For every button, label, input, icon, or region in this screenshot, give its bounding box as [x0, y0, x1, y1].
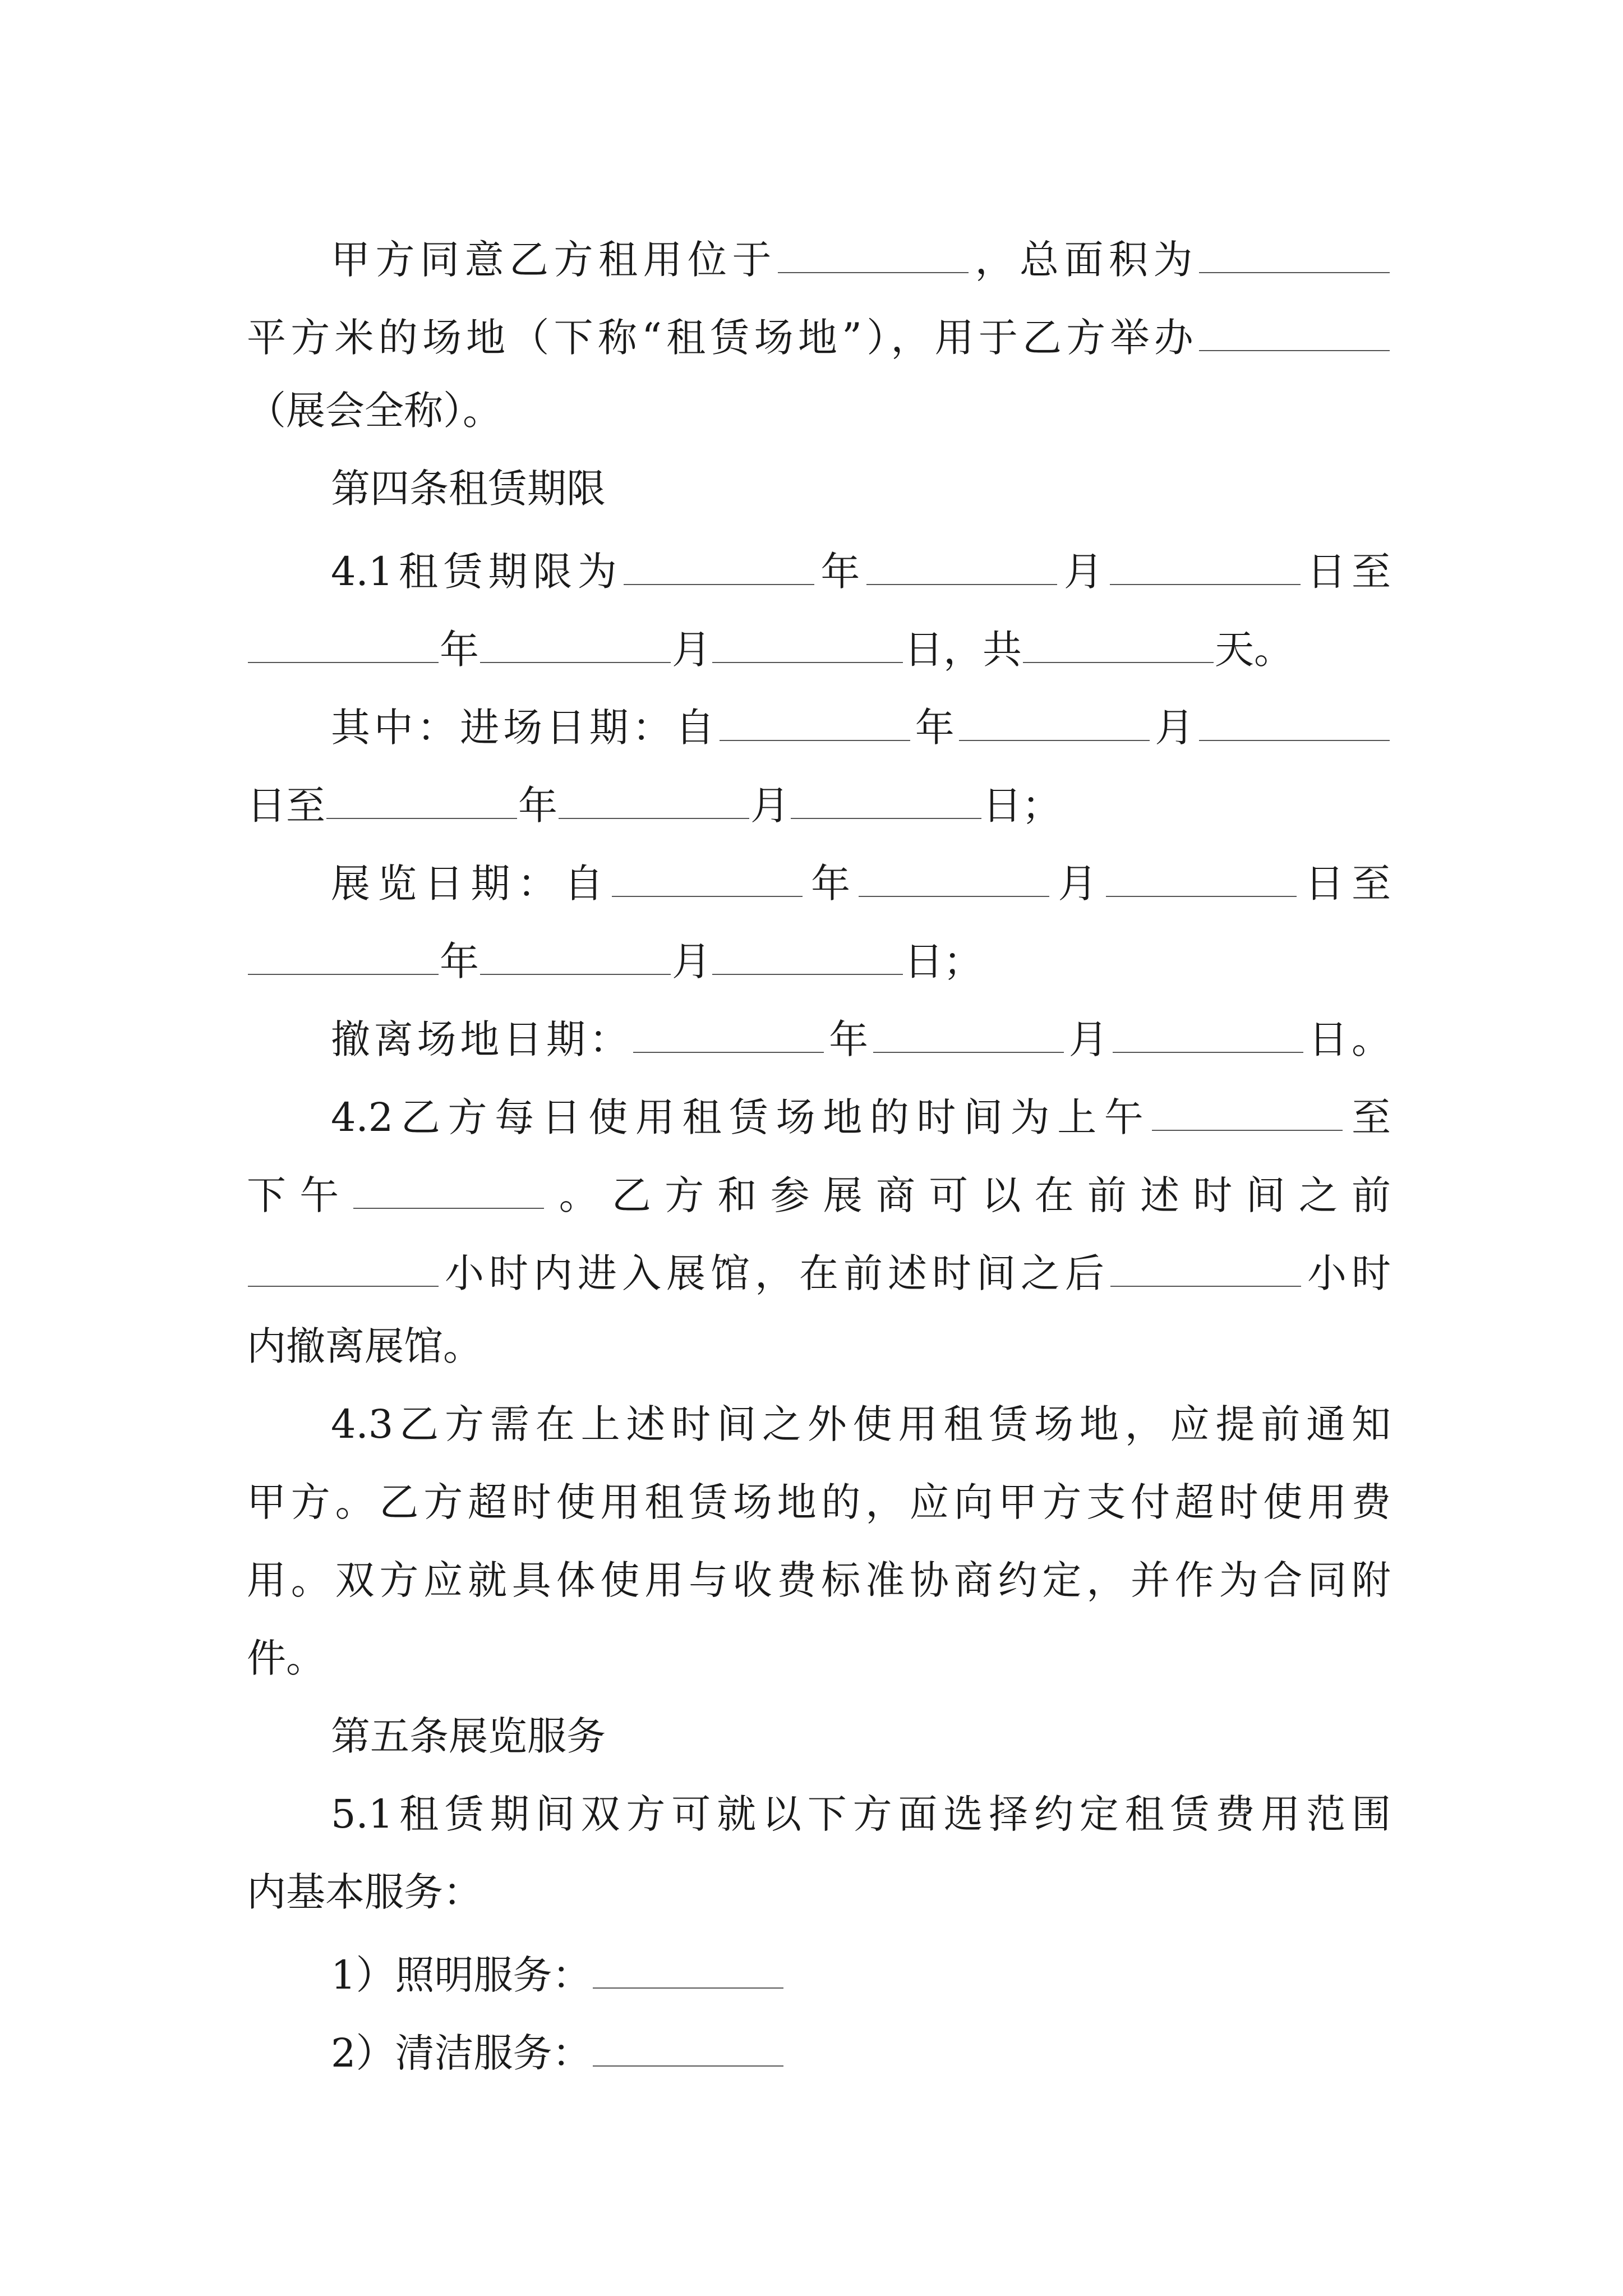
document-line: [247, 2009, 1391, 2087]
line-text: 年: [911, 705, 958, 751]
document-line: [247, 1931, 1391, 2009]
document-line: [247, 1853, 1391, 1931]
document-line: [247, 1386, 1391, 1464]
line-text: 月: [750, 783, 790, 829]
document-line: [247, 840, 1391, 918]
fill-in-blank: [480, 918, 671, 975]
document-line: [247, 294, 1391, 372]
fill-in-blank: [1152, 1074, 1343, 1131]
fill-in-blank: [248, 1230, 439, 1287]
line-text: 日至: [1297, 861, 1391, 907]
line-text: 用。双方应就具体使用与收费标准协商约定，并作为合同附: [247, 1557, 1391, 1603]
line-text: 日至: [1301, 549, 1391, 595]
line-text: 小时内进入展馆，在前述时间之后: [440, 1250, 1109, 1296]
line-text: 撤离场地日期：: [331, 1016, 633, 1062]
fill-in-blank: [873, 996, 1064, 1053]
line-text: 月: [672, 938, 711, 984]
fill-in-blank: [1199, 684, 1390, 741]
document-line: [247, 1074, 1391, 1152]
line-text: 4.1租赁期限为: [331, 549, 623, 595]
fill-in-blank: [712, 606, 903, 663]
line-text: 甲方。乙方超时使用租赁场地的，应向甲方支付超时使用费: [247, 1479, 1391, 1525]
fill-in-blank: [1023, 606, 1214, 663]
fill-in-blank: [624, 528, 814, 585]
fill-in-blank: [593, 2009, 783, 2067]
line-text: （展会全称）。: [247, 388, 502, 434]
document-line: [247, 528, 1391, 606]
document-line: [247, 1619, 1391, 1697]
line-text: 月: [1058, 549, 1109, 595]
fill-in-blank: [326, 762, 517, 819]
document-line: [247, 996, 1391, 1074]
fill-in-blank: [859, 840, 1049, 897]
line-text: 日；: [904, 938, 983, 984]
line-text: 年: [804, 861, 858, 907]
line-text: 其中：进场日期：自: [331, 705, 718, 751]
document-line: [247, 1308, 1391, 1386]
fill-in-blank: [480, 606, 671, 663]
fill-in-blank: [712, 918, 903, 975]
fill-in-blank: [612, 840, 803, 897]
fill-in-blank: [248, 606, 439, 663]
document-line: [247, 1775, 1391, 1853]
fill-in-blank: [1110, 528, 1301, 585]
fill-in-blank: [959, 684, 1150, 741]
line-text: 小时: [1302, 1250, 1391, 1296]
line-text: 4.3乙方需在上述时间之外使用租赁场地，应提前通知: [331, 1401, 1391, 1447]
line-text: 天。: [1215, 627, 1293, 673]
fill-in-blank: [1199, 216, 1390, 273]
line-text: 月: [672, 627, 711, 673]
line-text: 平方米的场地（下称“租赁场地”），用于乙方举办: [247, 315, 1198, 361]
fill-in-blank: [248, 918, 439, 975]
line-text: ，总面积为: [970, 237, 1198, 283]
fill-in-blank: [1199, 294, 1390, 351]
document-line: [247, 762, 1391, 840]
line-text: 第五条展览服务: [331, 1713, 606, 1759]
fill-in-blank: [778, 216, 969, 273]
line-text: 年: [825, 1016, 872, 1062]
line-text: 日；: [983, 783, 1061, 829]
document-line: [247, 216, 1391, 294]
line-text: 1）照明服务：: [331, 1952, 592, 1998]
fill-in-blank: [1110, 1230, 1301, 1287]
document-line: [247, 1152, 1391, 1230]
document-line: [247, 372, 1391, 450]
line-text: 年: [440, 938, 479, 984]
line-text: 日，共: [904, 627, 1022, 673]
fill-in-blank: [559, 762, 749, 819]
fill-in-blank: [866, 528, 1057, 585]
fill-in-blank: [633, 996, 824, 1053]
document-line: [247, 1230, 1391, 1308]
line-text: 月: [1151, 705, 1198, 751]
line-text: 月: [1064, 1016, 1112, 1062]
document-page: [247, 216, 1391, 2087]
fill-in-blank: [593, 1931, 783, 1989]
document-line: [247, 450, 1391, 528]
line-text: 4.2乙方每日使用租赁场地的时间为上午: [331, 1094, 1151, 1140]
document-line: [247, 606, 1391, 684]
document-line: [247, 1542, 1391, 1619]
line-text: 展览日期：自: [331, 861, 611, 907]
line-text: 日。: [1304, 1016, 1391, 1062]
document-line: [247, 918, 1391, 996]
fill-in-blank: [720, 684, 910, 741]
fill-in-blank: [791, 762, 981, 819]
document-line: [247, 684, 1391, 762]
line-text: 。乙方和参展商可以在前述时间之前: [545, 1172, 1391, 1218]
line-text: 年: [815, 549, 866, 595]
fill-in-blank: [1113, 996, 1303, 1053]
document-line: [247, 1697, 1391, 1775]
line-text: 月: [1050, 861, 1105, 907]
line-text: 5.1租赁期间双方可就以下方面选择约定租赁费用范围: [331, 1791, 1391, 1837]
line-text: 2）清洁服务：: [331, 2030, 592, 2076]
line-text: 甲方同意乙方租用位于: [331, 237, 777, 283]
line-text: 下午: [247, 1172, 353, 1218]
line-text: 日至: [247, 783, 325, 829]
line-text: 内撤离展馆。: [247, 1323, 482, 1369]
line-text: 内基本服务：: [247, 1869, 482, 1915]
line-text: 第四条租赁期限: [331, 466, 606, 512]
line-text: 件。: [247, 1635, 325, 1681]
line-text: 年: [518, 783, 557, 829]
document-line: [247, 1464, 1391, 1542]
fill-in-blank: [353, 1152, 544, 1209]
line-text: 年: [440, 627, 479, 673]
fill-in-blank: [1106, 840, 1297, 897]
line-text: 至: [1344, 1094, 1391, 1140]
